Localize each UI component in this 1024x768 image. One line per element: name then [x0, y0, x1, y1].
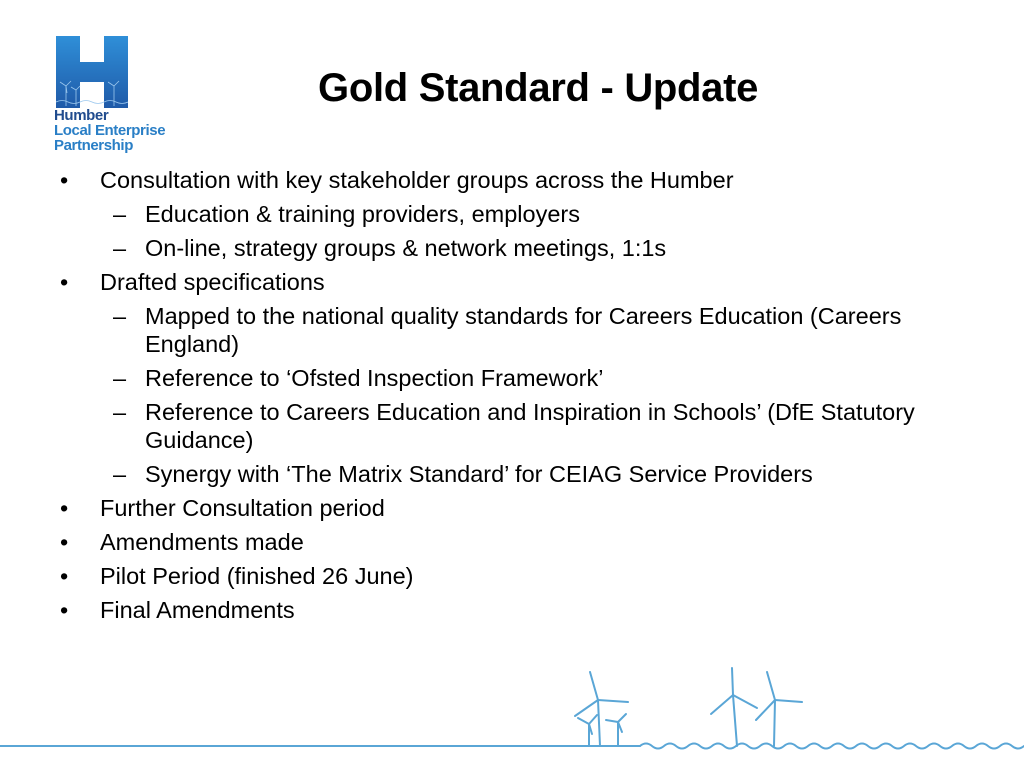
sub-bullet-marker: – [113, 365, 127, 391]
sub-bullet-text: Synergy with ‘The Matrix Standard’ for CEIAG Service Providers [145, 461, 813, 487]
sub-bullet-marker: – [113, 399, 127, 425]
logo-line-3: Partnership [54, 137, 133, 154]
bullet-marker: • [60, 167, 69, 193]
bullet-item [60, 268, 1000, 296]
sub-bullet-text: Mapped to the national quality standards for Careers Education (Careers England) [145, 303, 902, 357]
sub-bullet-text: Reference to ‘Ofsted Inspection Framework’ [145, 365, 604, 391]
logo-line-2: Local Enterprise [54, 122, 166, 139]
sub-bullet-item [60, 302, 1000, 358]
bullet-text: Consultation with key stakeholder groups across the Humber [100, 167, 734, 193]
sub-bullet-item [60, 364, 1000, 392]
bullet-text: Further Consultation period [100, 495, 385, 521]
bullet-text: Amendments made [100, 529, 304, 555]
sub-bullet-item [60, 234, 1000, 262]
logo-wordmark [54, 108, 165, 153]
bullet-text: Drafted specifications [100, 269, 325, 295]
sub-bullet-item [60, 460, 1000, 488]
sub-bullet-item [60, 398, 1000, 454]
bullet-marker: • [60, 269, 69, 295]
sub-bullet-text: On-line, strategy groups & network meetings, 1:1s [145, 235, 667, 261]
bullet-marker: • [60, 495, 69, 521]
sub-bullet-text: Reference to Careers Education and Inspiration in Schools’ (DfE Statutory Guidance) [145, 399, 915, 453]
bullet-item [60, 596, 1000, 624]
humber-h-logo-icon [56, 36, 128, 108]
logo-line-1: Humber [54, 107, 109, 124]
sub-bullet-item [60, 200, 1000, 228]
bullet-marker: • [60, 563, 69, 589]
sub-bullet-text: Education & training providers, employers [145, 201, 580, 227]
sub-bullet-marker: – [113, 461, 127, 487]
slide-title: Gold Standard - Update [318, 66, 759, 110]
sub-bullet-marker: – [113, 235, 127, 261]
bullet-marker: • [60, 529, 69, 555]
humber-lep-logo [52, 36, 192, 158]
bullet-item [60, 528, 1000, 556]
wind-turbines-icon [0, 650, 1024, 768]
sub-bullet-marker: – [113, 201, 127, 227]
bullet-item [60, 494, 1000, 522]
bullet-list [60, 166, 1000, 630]
bullet-marker: • [60, 597, 69, 623]
bullet-item [60, 166, 1000, 194]
sub-bullet-marker: – [113, 303, 127, 329]
bullet-text: Pilot Period (finished 26 June) [100, 563, 414, 589]
bullet-item [60, 562, 1000, 590]
bullet-text: Final Amendments [100, 597, 295, 623]
